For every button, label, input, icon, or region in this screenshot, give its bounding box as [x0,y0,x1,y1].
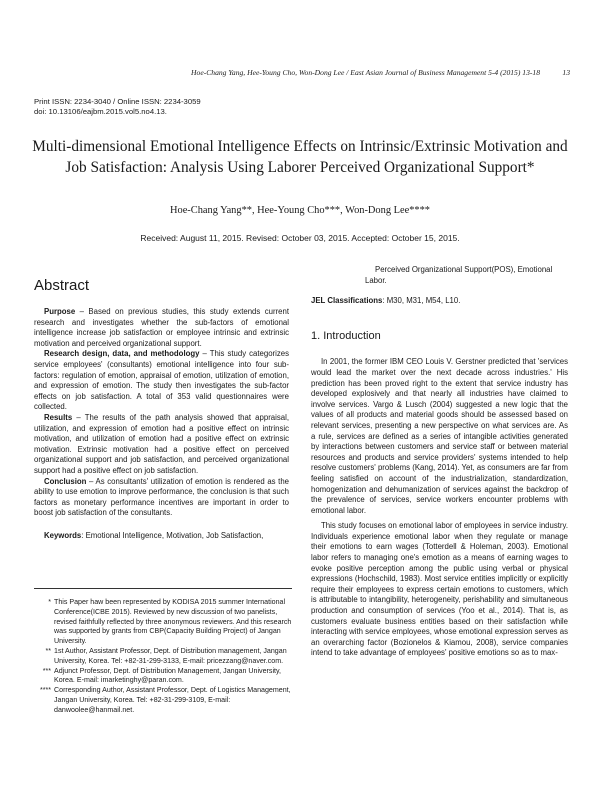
keywords-continued: Perceived Organizational Support(POS), Emotional Labor. [365,265,553,285]
footnote-item [34,598,292,647]
jel-text: : M30, M31, M54, L10. [382,296,461,306]
keywords [34,531,289,542]
footnote-mark: * [48,598,51,606]
footnote-text: 1st Author, Assistant Professor, Dept. of Distribution management, Jangan University, Korea. Tel: +82-31-299-3133, E-mail: pricezzang@naver.com. [54,646,287,665]
footnote-divider [34,588,292,589]
title-line-1: Multi-dimensional Emotional Intelligence Effects on Intrinsic/Extrinsic Motivation and [32,138,568,155]
running-head-text: Hoe-Chang Yang, Hee-Young Cho, Won-Dong Lee / East Asian Journal of Business Management 5-4 (2015) 13-18 [191,68,540,77]
purpose-text: – Based on previous studies, this study extends current research and investigates whether the sub-factors of emotional intelligence increase job satisfaction or employee intrinsic and extrinsic motivation and perceived organizational support. [34,307,289,348]
title-line-2: Job Satisfaction: Analysis Using Laborer Perceived Organizational Support* [65,159,535,176]
jel-label: JEL Classifications [311,296,383,306]
footnote-mark: *** [42,666,51,675]
footnote-text: This Paper haw been represented by KODISA 2015 summer International Conference(ICBE 2015). Reviewed by new discussion of two panelists, revised faithfully reflected by three anonymous reviewers. And this research was supported by grants from CBP(Capacity Building Project) of Jangan University. [54,598,292,646]
purpose-label: Purpose [44,307,76,316]
jel-classifications [311,296,568,307]
footnote-text: Adjunct Professor, Dept. of Distribution Management, Jangan University, Korea. E-mail: imarketinghy@paran.com. [54,666,281,685]
footnote-item [34,686,292,715]
doi-line: doi: 10.13106/eajbm.2015.vol5.no4.13. [34,107,167,116]
paper-title [26,136,574,178]
footnote-item [34,647,292,667]
right-column [311,265,568,659]
conclusion-text: – As consultants' utilization of emotion is rendered as the ability to use emotion to improve performance, the conclusion is that such factors as monetary performance incentives are important in order to boost job satisfaction of the consultants. [34,476,289,518]
intro-paragraph-2: This study focuses on emotional labor of employees in service industry. Individuals experience emotional labor when they regulate or manage their emotions to earn wages (Totterdell & Holeman, 2003). Emotional labor refers to managing one's emotion as a means of earning wages to evoke positive perception among the public using verbal or physical expressions (Hochschild, 1983). Most service entities implicitly or explicitly require their employees to express certain emotions to customers, which is attributable to intangibility, heterogeneity, perishability and simultaneous production and consumption of services (Yoo et al., 2014). That is, as customers evaluate business entities based on their satisfaction while interacting with service employees, whose emotional expression serves as an overarching factor (Bozionelos & Kiamou, 2008), service companies intend to take advantage of employees' positive emotions so as to max- [311,521,568,658]
introduction-heading: 1. Introduction [311,329,381,342]
conclusion-label: Conclusion [44,476,87,486]
results-text: – The results of the path analysis showed that appraisal, utilization, and expression of emotion had a positive effect on intrinsic motivation, and utilization of emotion had a positive effect on extrinsic motivation. Extrinsic motivation had a positive effect on perceived organizational support and job satisfaction, and perceived organizational support had a positive effect on job satisfaction. [34,412,289,475]
footnote-item [34,667,292,687]
issn-block [34,97,201,117]
author-list: Hoe-Chang Yang**, Hee-Young Cho***, Won-Dong Lee**** [170,205,430,216]
keywords-text: : Emotional Intelligence, Motivation, Job Satisfaction, [81,530,264,540]
method-text: – This study categorizes service employees' (consultants) emotional intelligence into four sub-factors: regulation of emotion, appraisal of emotion, utilization of emotion, and expression of emotion. The study then investigates the sub-factor effects on job satisfaction. A total of 353 valid questionnaires were collected. [34,349,289,412]
keywords-label: Keywords [44,530,82,540]
running-head [40,68,570,80]
abstract-method [34,349,289,413]
footnote-mark: ** [45,646,51,655]
results-label: Results [44,412,73,422]
submission-dates: Received: August 11, 2015. Revised: October 03, 2015. Accepted: October 15, 2015. [140,233,460,243]
footnote-mark: **** [39,686,51,695]
abstract-results [34,413,289,477]
method-label: Research design, data, and methodology [44,349,200,359]
footnotes [34,598,292,716]
page-number: 13 [562,68,570,77]
abstract-conclusion [34,477,289,519]
abstract-body [34,307,289,541]
intro-paragraph-1: In 2001, the former IBM CEO Louis V. Gerstner predicted that 'services would lead the market over the next decade across industries.' His prediction has been proved right to the extent that service industry has developed explosively and that nearly all industries have claimed to involve services. Vargo & Lusch (2004) suggested a new logic that the values of all products and material goods should be assessed based on relevant services, presenting a new perspective on what services are. As a rule, services are defined as a series of intangible activities generated by interactions between customers and service staff or between material resources and products and service providers' systems intended to help resolve customers' problems (Kang, 2014). Yet, as consumers are far from feeling satisfied on account of the industrialization, standardization, homogenization and dehumanization of services against the backdrop of the prevalence of services, service workers encounter problems with emotional labor. [311,357,568,515]
footnote-text: Corresponding Author, Assistant Professor, Dept. of Logistics Management, Jangan University, Korea. Tel: +82-31-299-3109, E-mail: danwoolee@hanmail.net. [54,686,291,714]
abstract-heading: Abstract [34,277,90,294]
issn-line: Print ISSN: 2234-3040 / Online ISSN: 2234-3059 [34,97,201,106]
abstract-purpose [34,307,289,349]
